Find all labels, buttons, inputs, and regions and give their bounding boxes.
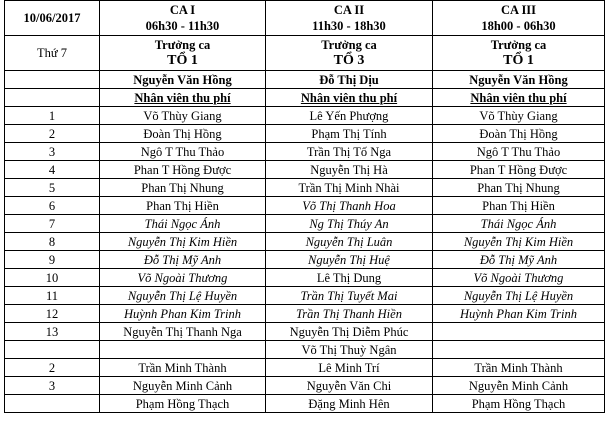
staff-name-cell: Võ Ngoài Thương: [433, 269, 605, 287]
staff-name-cell: Võ Thùy Giang: [433, 107, 605, 125]
staff-rows: [5, 107, 605, 413]
empty-cell: [5, 89, 100, 107]
shift-time: 06h30 - 11h30: [145, 19, 220, 33]
table-row: [5, 323, 605, 341]
team-name: TỔ 1: [503, 53, 534, 68]
lead-name-2: Đỗ Thị Dịu: [266, 71, 433, 89]
shift-header-3: [433, 1, 605, 36]
staff-label-1: Nhân viên thu phí: [100, 89, 266, 107]
staff-name-cell: Đoàn Thị Hồng: [100, 125, 266, 143]
staff-name-cell: Nguyễn Thị Thanh Nga: [100, 323, 266, 341]
staff-name-cell: Huỳnh Phan Kim Trinh: [100, 305, 266, 323]
schedule-date: 10/06/2017: [5, 1, 100, 36]
shift-name: CA I: [169, 3, 196, 17]
staff-name-cell: Phạm Hồng Thạch: [100, 395, 266, 413]
staff-name-cell: Nguyễn Thị Diễm Phúc: [266, 323, 433, 341]
staff-name-cell: Ngô T Thu Thảo: [100, 143, 266, 161]
staff-name-cell: Trần Thị Minh Nhài: [266, 179, 433, 197]
shift-time: 11h30 - 18h30: [312, 19, 386, 33]
shift-lead-1: [100, 36, 266, 71]
row-index-cell: [5, 341, 100, 359]
table-row: [5, 359, 605, 377]
table-row: [5, 269, 605, 287]
staff-name-cell: Võ Thùy Giang: [100, 107, 266, 125]
staff-name-cell: Trần Minh Thành: [433, 359, 605, 377]
team-name: TỔ 3: [333, 53, 365, 68]
shift-schedule-table: [4, 0, 605, 413]
staff-name-cell: Nguyễn Minh Cảnh: [433, 377, 605, 395]
table-row: [5, 161, 605, 179]
staff-name-cell: Nguyễn Thị Huệ: [266, 251, 433, 269]
table-row: [5, 179, 605, 197]
staff-name-cell: Thái Ngọc Ánh: [100, 215, 266, 233]
staff-name-cell: Lê Minh Trí: [266, 359, 433, 377]
staff-name-cell: Trần Minh Thành: [100, 359, 266, 377]
staff-name-cell: Phạm Hồng Thạch: [433, 395, 605, 413]
header-row-lead-names: [5, 71, 605, 89]
row-index-cell: 4: [5, 161, 100, 179]
staff-name-cell: Trần Thị Tuyết Mai: [266, 287, 433, 305]
lead-label: Trưởng ca: [154, 38, 211, 52]
staff-name-cell: Lê Thị Dung: [266, 269, 433, 287]
schedule-day: Thứ 7: [5, 36, 100, 71]
row-index-cell: 5: [5, 179, 100, 197]
row-index-cell: 1: [5, 107, 100, 125]
team-name: TỔ 1: [167, 53, 198, 68]
staff-name-cell: Nguyễn Thị Kim Hiền: [433, 233, 605, 251]
staff-name-cell: Thái Ngọc Ánh: [433, 215, 605, 233]
row-index-cell: 13: [5, 323, 100, 341]
lead-label: Trưởng ca: [490, 38, 547, 52]
table-row: [5, 377, 605, 395]
row-index-cell: 2: [5, 359, 100, 377]
shift-time: 18h00 - 06h30: [481, 19, 556, 33]
table-row: [5, 287, 605, 305]
table-row: [5, 215, 605, 233]
empty-cell: [5, 71, 100, 89]
staff-name-cell: Nguyễn Thị Lệ Huyền: [433, 287, 605, 305]
staff-name-cell: Phan Thị Nhung: [100, 179, 266, 197]
lead-label: Trưởng ca: [321, 38, 377, 52]
row-index-cell: 8: [5, 233, 100, 251]
lead-name-1: Nguyễn Văn Hồng: [100, 71, 266, 89]
header-row-shifts: [5, 1, 605, 36]
staff-name-cell: Đỗ Thị Mỹ Anh: [100, 251, 266, 269]
row-index-cell: 11: [5, 287, 100, 305]
shift-name: CA III: [500, 3, 537, 17]
table-row: [5, 305, 605, 323]
staff-name-cell: Nguyễn Thị Luân: [266, 233, 433, 251]
staff-name-cell: Trần Thị Thanh Hiền: [266, 305, 433, 323]
staff-name-cell: [433, 341, 605, 359]
staff-name-cell: Đặng Minh Hên: [266, 395, 433, 413]
table-row: [5, 143, 605, 161]
staff-name-cell: Nguyễn Văn Chi: [266, 377, 433, 395]
table-row: [5, 107, 605, 125]
staff-name-cell: Phan T Hồng Được: [100, 161, 266, 179]
table-row: [5, 395, 605, 413]
shift-lead-3: [433, 36, 605, 71]
row-index-cell: 6: [5, 197, 100, 215]
staff-name-cell: Nguyễn Thị Hà: [266, 161, 433, 179]
row-index-cell: 3: [5, 143, 100, 161]
staff-name-cell: Võ Thị Thuỳ Ngân: [266, 341, 433, 359]
staff-name-cell: Ng Thị Thúy An: [266, 215, 433, 233]
staff-name-cell: Nguyễn Thị Lệ Huyền: [100, 287, 266, 305]
table-row: [5, 125, 605, 143]
staff-name-cell: Phan Thị Hiền: [100, 197, 266, 215]
lead-name-3: Nguyễn Văn Hồng: [433, 71, 605, 89]
staff-name-cell: Phan T Hồng Được: [433, 161, 605, 179]
staff-label-2: Nhân viên thu phí: [266, 89, 433, 107]
row-index-cell: 3: [5, 377, 100, 395]
header-row-leads: [5, 36, 605, 71]
staff-name-cell: Nguyễn Thị Kim Hiền: [100, 233, 266, 251]
shift-name: CA II: [333, 3, 365, 17]
row-index-cell: 10: [5, 269, 100, 287]
staff-name-cell: Võ Thị Thanh Hoa: [266, 197, 433, 215]
row-index-cell: 2: [5, 125, 100, 143]
row-index-cell: 9: [5, 251, 100, 269]
table-row: [5, 233, 605, 251]
staff-name-cell: Lê Yến Phượng: [266, 107, 433, 125]
staff-name-cell: Huỳnh Phan Kim Trinh: [433, 305, 605, 323]
staff-name-cell: [100, 341, 266, 359]
row-index-cell: 7: [5, 215, 100, 233]
staff-name-cell: Trần Thị Tố Nga: [266, 143, 433, 161]
shift-header-1: [100, 1, 266, 36]
table-row: [5, 341, 605, 359]
staff-name-cell: Ngô T Thu Thảo: [433, 143, 605, 161]
row-index-cell: [5, 395, 100, 413]
header-row-staff-label: [5, 89, 605, 107]
staff-label-3: Nhân viên thu phí: [433, 89, 605, 107]
table-row: [5, 197, 605, 215]
shift-header-2: [266, 1, 433, 36]
table-row: [5, 251, 605, 269]
staff-name-cell: [433, 323, 605, 341]
staff-name-cell: Phạm Thị Tính: [266, 125, 433, 143]
staff-name-cell: Nguyễn Minh Cảnh: [100, 377, 266, 395]
staff-name-cell: Phan Thị Hiền: [433, 197, 605, 215]
row-index-cell: 12: [5, 305, 100, 323]
staff-name-cell: Đoàn Thị Hồng: [433, 125, 605, 143]
staff-name-cell: Võ Ngoài Thương: [100, 269, 266, 287]
staff-name-cell: Đỗ Thị Mỹ Anh: [433, 251, 605, 269]
shift-lead-2: [266, 36, 433, 71]
staff-name-cell: Phan Thị Nhung: [433, 179, 605, 197]
